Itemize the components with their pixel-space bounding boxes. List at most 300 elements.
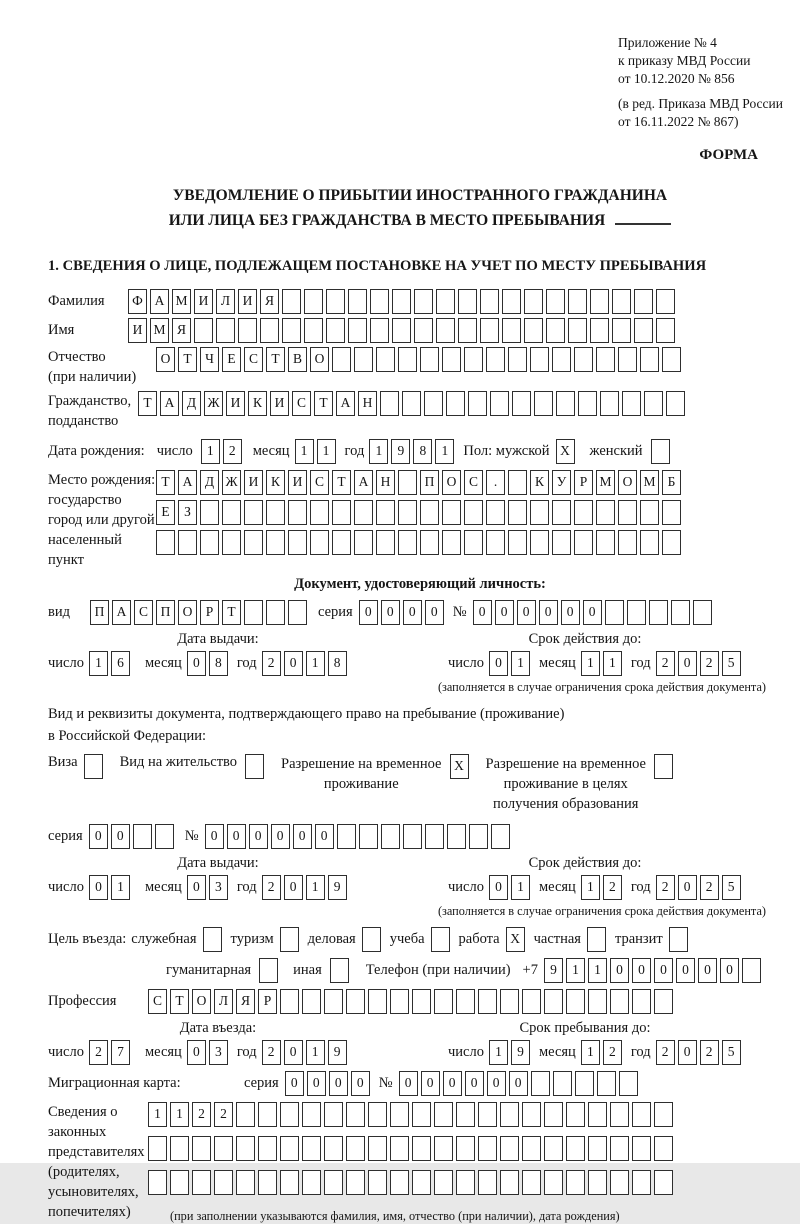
form-cell[interactable] — [398, 530, 417, 555]
form-cell[interactable]: 0 — [473, 600, 492, 625]
form-cell[interactable] — [238, 318, 257, 343]
form-cell[interactable] — [612, 318, 631, 343]
form-cell[interactable] — [530, 530, 549, 555]
form-cell[interactable]: 1 — [603, 651, 622, 676]
form-cell[interactable] — [640, 500, 659, 525]
form-cell[interactable]: Т — [332, 470, 351, 495]
form-cell[interactable]: 1 — [306, 651, 325, 676]
form-cell[interactable] — [390, 1170, 409, 1195]
form-cell[interactable] — [590, 318, 609, 343]
form-cell[interactable]: Л — [216, 289, 235, 314]
form-cell[interactable] — [420, 530, 439, 555]
form-cell[interactable] — [354, 530, 373, 555]
form-cell[interactable] — [304, 318, 323, 343]
form-cell[interactable]: 0 — [381, 600, 400, 625]
form-cell[interactable]: 0 — [315, 824, 334, 849]
form-cell[interactable]: И — [288, 470, 307, 495]
form-cell[interactable] — [531, 1071, 550, 1096]
form-cell[interactable] — [332, 500, 351, 525]
form-cell[interactable]: Т — [170, 989, 189, 1014]
form-cell[interactable]: У — [552, 470, 571, 495]
form-cell[interactable] — [324, 1136, 343, 1161]
form-cell[interactable] — [214, 1170, 233, 1195]
form-cell[interactable] — [556, 391, 575, 416]
form-cell[interactable]: 1 — [581, 1040, 600, 1065]
form-cell[interactable] — [412, 1136, 431, 1161]
form-cell[interactable]: 2 — [700, 875, 719, 900]
form-cell[interactable] — [742, 958, 761, 983]
form-cell[interactable] — [436, 289, 455, 314]
form-cell[interactable] — [362, 927, 381, 952]
valid-year-input[interactable] — [656, 875, 744, 900]
issue-day-input[interactable] — [89, 875, 133, 900]
form-cell[interactable]: 3 — [209, 875, 228, 900]
doc-series-input[interactable] — [359, 600, 447, 625]
form-cell[interactable]: Т — [156, 470, 175, 495]
form-cell[interactable] — [469, 824, 488, 849]
form-cell[interactable] — [468, 391, 487, 416]
citizenship-input[interactable] — [138, 391, 688, 416]
form-cell[interactable] — [324, 989, 343, 1014]
form-cell[interactable] — [436, 318, 455, 343]
form-cell[interactable]: 3 — [209, 1040, 228, 1065]
form-cell[interactable] — [222, 530, 241, 555]
form-cell[interactable] — [610, 1102, 629, 1127]
form-cell[interactable] — [370, 289, 389, 314]
form-cell[interactable] — [553, 1071, 572, 1096]
purpose-official-checkbox[interactable] — [203, 927, 225, 952]
form-cell[interactable] — [280, 1136, 299, 1161]
form-cell[interactable] — [656, 318, 675, 343]
form-cell[interactable]: 0 — [403, 600, 422, 625]
form-cell[interactable] — [619, 1071, 638, 1096]
form-cell[interactable] — [486, 500, 505, 525]
form-cell[interactable] — [456, 1102, 475, 1127]
form-cell[interactable] — [508, 530, 527, 555]
form-cell[interactable]: И — [226, 391, 245, 416]
purpose-business-checkbox[interactable] — [362, 927, 384, 952]
form-cell[interactable] — [392, 318, 411, 343]
form-cell[interactable]: 7 — [111, 1040, 130, 1065]
form-cell[interactable] — [522, 1102, 541, 1127]
purpose-humanitarian-checkbox[interactable] — [259, 958, 281, 983]
form-cell[interactable] — [424, 391, 443, 416]
form-cell[interactable] — [434, 1102, 453, 1127]
form-cell[interactable]: А — [112, 600, 131, 625]
form-cell[interactable]: 0 — [698, 958, 717, 983]
form-cell[interactable] — [376, 530, 395, 555]
mc-number-input[interactable] — [399, 1071, 641, 1096]
form-cell[interactable] — [200, 530, 219, 555]
stay-month-input[interactable] — [581, 1040, 625, 1065]
form-cell[interactable]: 0 — [425, 600, 444, 625]
stay-year-input[interactable] — [656, 1040, 744, 1065]
form-cell[interactable]: С — [134, 600, 153, 625]
form-cell[interactable]: 9 — [544, 958, 563, 983]
form-cell[interactable] — [634, 318, 653, 343]
entry-year-input[interactable] — [262, 1040, 350, 1065]
form-cell[interactable]: 2 — [223, 439, 242, 464]
form-cell[interactable]: 2 — [656, 875, 675, 900]
form-cell[interactable] — [346, 1136, 365, 1161]
form-cell[interactable] — [588, 1136, 607, 1161]
purpose-transit-checkbox[interactable] — [669, 927, 691, 952]
form-cell[interactable] — [398, 470, 417, 495]
form-cell[interactable] — [568, 289, 587, 314]
form-cell[interactable] — [337, 824, 356, 849]
form-cell[interactable] — [310, 530, 329, 555]
form-cell[interactable]: М — [596, 470, 615, 495]
form-cell[interactable]: 1 — [295, 439, 314, 464]
form-cell[interactable] — [522, 989, 541, 1014]
form-cell[interactable] — [654, 1102, 673, 1127]
form-cell[interactable] — [446, 391, 465, 416]
form-cell[interactable]: Т — [222, 600, 241, 625]
form-cell[interactable]: Н — [358, 391, 377, 416]
form-cell[interactable] — [600, 391, 619, 416]
form-cell[interactable] — [381, 824, 400, 849]
form-cell[interactable] — [596, 530, 615, 555]
form-cell[interactable] — [133, 824, 152, 849]
form-cell[interactable]: 0 — [678, 651, 697, 676]
form-cell[interactable] — [640, 530, 659, 555]
form-cell[interactable]: В — [288, 347, 307, 372]
form-cell[interactable] — [546, 289, 565, 314]
purpose-tourism-checkbox[interactable] — [280, 927, 302, 952]
form-cell[interactable] — [376, 500, 395, 525]
form-cell[interactable] — [544, 1102, 563, 1127]
form-cell[interactable]: А — [336, 391, 355, 416]
form-cell[interactable]: 1 — [201, 439, 220, 464]
form-cell[interactable] — [612, 289, 631, 314]
form-cell[interactable] — [622, 391, 641, 416]
form-cell[interactable] — [552, 530, 571, 555]
surname-input[interactable] — [128, 289, 678, 314]
form-cell[interactable] — [244, 500, 263, 525]
form-cell[interactable]: Б — [662, 470, 681, 495]
form-cell[interactable]: Е — [222, 347, 241, 372]
form-cell[interactable]: 1 — [435, 439, 454, 464]
form-cell[interactable] — [260, 318, 279, 343]
stay-day-input[interactable] — [489, 1040, 533, 1065]
form-cell[interactable]: 0 — [284, 875, 303, 900]
entry-month-input[interactable] — [187, 1040, 231, 1065]
form-cell[interactable]: 1 — [588, 958, 607, 983]
form-cell[interactable]: 0 — [678, 875, 697, 900]
form-cell[interactable]: 0 — [487, 1071, 506, 1096]
form-cell[interactable] — [359, 824, 378, 849]
form-cell[interactable]: 0 — [654, 958, 673, 983]
form-cell[interactable]: С — [310, 470, 329, 495]
form-cell[interactable] — [610, 989, 629, 1014]
form-cell[interactable]: 2 — [700, 1040, 719, 1065]
issue-month-input[interactable] — [187, 651, 231, 676]
form-cell[interactable] — [596, 347, 615, 372]
form-cell[interactable]: П — [156, 600, 175, 625]
form-cell[interactable] — [568, 318, 587, 343]
form-cell[interactable]: 0 — [205, 824, 224, 849]
name-input[interactable] — [128, 318, 678, 343]
doc-kind-input[interactable] — [90, 600, 310, 625]
form-cell[interactable] — [464, 530, 483, 555]
form-cell[interactable]: Ф — [128, 289, 147, 314]
form-cell[interactable] — [354, 347, 373, 372]
form-cell[interactable]: Я — [260, 289, 279, 314]
form-cell[interactable]: X — [450, 754, 469, 779]
form-cell[interactable] — [414, 289, 433, 314]
form-cell[interactable]: X — [556, 439, 575, 464]
form-cell[interactable] — [654, 1170, 673, 1195]
form-cell[interactable]: 2 — [603, 875, 622, 900]
form-cell[interactable]: 0 — [509, 1071, 528, 1096]
form-cell[interactable]: О — [156, 347, 175, 372]
form-cell[interactable]: 0 — [329, 1071, 348, 1096]
form-cell[interactable] — [524, 318, 543, 343]
form-cell[interactable]: С — [464, 470, 483, 495]
form-cell[interactable] — [588, 989, 607, 1014]
form-cell[interactable] — [442, 347, 461, 372]
form-cell[interactable] — [478, 1170, 497, 1195]
form-cell[interactable] — [597, 1071, 616, 1096]
form-cell[interactable]: Т — [178, 347, 197, 372]
form-cell[interactable]: 0 — [489, 875, 508, 900]
form-cell[interactable] — [456, 989, 475, 1014]
purpose-private-checkbox[interactable] — [587, 927, 609, 952]
form-cell[interactable] — [596, 500, 615, 525]
form-cell[interactable] — [222, 500, 241, 525]
form-cell[interactable]: 1 — [148, 1102, 167, 1127]
form-cell[interactable] — [148, 1136, 167, 1161]
form-cell[interactable] — [578, 391, 597, 416]
purpose-study-checkbox[interactable] — [431, 927, 453, 952]
form-cell[interactable]: И — [194, 289, 213, 314]
form-cell[interactable]: 0 — [678, 1040, 697, 1065]
valid-month-input[interactable] — [581, 651, 625, 676]
form-cell[interactable]: 0 — [465, 1071, 484, 1096]
form-cell[interactable]: 0 — [489, 651, 508, 676]
form-cell[interactable] — [508, 347, 527, 372]
form-cell[interactable] — [490, 391, 509, 416]
form-cell[interactable]: М — [150, 318, 169, 343]
form-cell[interactable] — [574, 530, 593, 555]
birth-place-line1[interactable] — [156, 470, 684, 495]
form-cell[interactable] — [544, 1136, 563, 1161]
form-cell[interactable]: 0 — [227, 824, 246, 849]
form-cell[interactable]: И — [244, 470, 263, 495]
form-cell[interactable] — [544, 1170, 563, 1195]
form-cell[interactable] — [618, 500, 637, 525]
form-cell[interactable] — [236, 1136, 255, 1161]
form-cell[interactable] — [368, 1136, 387, 1161]
form-cell[interactable] — [502, 289, 521, 314]
form-cell[interactable]: 0 — [187, 875, 206, 900]
form-cell[interactable] — [478, 1102, 497, 1127]
form-cell[interactable]: 1 — [581, 651, 600, 676]
form-cell[interactable] — [610, 1136, 629, 1161]
issue-year-input[interactable] — [262, 875, 350, 900]
form-cell[interactable]: 0 — [111, 824, 130, 849]
edu-permit-checkbox[interactable] — [654, 754, 676, 779]
form-cell[interactable] — [590, 289, 609, 314]
form-cell[interactable] — [662, 347, 681, 372]
form-cell[interactable]: М — [640, 470, 659, 495]
birth-place-line2[interactable] — [156, 500, 684, 525]
form-cell[interactable] — [200, 500, 219, 525]
form-cell[interactable] — [500, 1102, 519, 1127]
form-cell[interactable] — [258, 1170, 277, 1195]
form-cell[interactable] — [552, 347, 571, 372]
form-cell[interactable] — [458, 289, 477, 314]
representatives-line1[interactable] — [148, 1102, 676, 1127]
form-cell[interactable] — [398, 347, 417, 372]
form-cell[interactable] — [666, 391, 685, 416]
form-cell[interactable] — [502, 318, 521, 343]
form-cell[interactable] — [412, 1170, 431, 1195]
form-cell[interactable] — [500, 989, 519, 1014]
form-cell[interactable] — [368, 1102, 387, 1127]
form-cell[interactable] — [530, 347, 549, 372]
form-cell[interactable] — [288, 500, 307, 525]
temp-permit-checkbox[interactable] — [450, 754, 472, 779]
form-cell[interactable] — [330, 958, 349, 983]
form-cell[interactable] — [346, 989, 365, 1014]
form-cell[interactable]: Т — [314, 391, 333, 416]
form-cell[interactable]: Р — [258, 989, 277, 1014]
form-cell[interactable] — [632, 1170, 651, 1195]
form-cell[interactable]: 0 — [271, 824, 290, 849]
form-cell[interactable]: . — [486, 470, 505, 495]
form-cell[interactable] — [258, 1102, 277, 1127]
form-cell[interactable]: Ч — [200, 347, 219, 372]
form-cell[interactable] — [244, 530, 263, 555]
form-cell[interactable]: 0 — [187, 651, 206, 676]
form-cell[interactable]: М — [172, 289, 191, 314]
form-cell[interactable] — [544, 989, 563, 1014]
form-cell[interactable]: К — [248, 391, 267, 416]
form-cell[interactable] — [491, 824, 510, 849]
form-cell[interactable] — [420, 347, 439, 372]
form-cell[interactable]: 0 — [284, 651, 303, 676]
form-cell[interactable]: 0 — [359, 600, 378, 625]
residence-series-input[interactable] — [89, 824, 177, 849]
purpose-work-checkbox[interactable] — [506, 927, 528, 952]
form-cell[interactable] — [245, 754, 264, 779]
form-cell[interactable] — [610, 1170, 629, 1195]
form-cell[interactable] — [178, 530, 197, 555]
form-cell[interactable] — [310, 500, 329, 525]
form-cell[interactable] — [566, 1136, 585, 1161]
form-cell[interactable] — [627, 600, 646, 625]
form-cell[interactable]: А — [354, 470, 373, 495]
form-cell[interactable] — [236, 1170, 255, 1195]
form-cell[interactable] — [605, 600, 624, 625]
form-cell[interactable] — [478, 1136, 497, 1161]
form-cell[interactable] — [478, 989, 497, 1014]
form-cell[interactable] — [203, 927, 222, 952]
form-cell[interactable]: X — [506, 927, 525, 952]
form-cell[interactable]: О — [618, 470, 637, 495]
form-cell[interactable] — [170, 1170, 189, 1195]
form-cell[interactable]: 0 — [421, 1071, 440, 1096]
birth-day-input[interactable] — [201, 439, 245, 464]
visa-checkbox[interactable] — [84, 754, 106, 779]
form-cell[interactable] — [266, 530, 285, 555]
form-cell[interactable]: 0 — [187, 1040, 206, 1065]
form-cell[interactable]: 2 — [192, 1102, 211, 1127]
form-cell[interactable]: 0 — [293, 824, 312, 849]
form-cell[interactable] — [258, 1136, 277, 1161]
valid-day-input[interactable] — [489, 651, 533, 676]
form-cell[interactable] — [651, 439, 670, 464]
form-cell[interactable] — [456, 1170, 475, 1195]
form-cell[interactable]: 2 — [603, 1040, 622, 1065]
form-cell[interactable] — [282, 289, 301, 314]
form-cell[interactable] — [434, 1170, 453, 1195]
phone-input[interactable] — [544, 958, 764, 983]
valid-day-input[interactable] — [489, 875, 533, 900]
form-cell[interactable] — [326, 289, 345, 314]
form-cell[interactable]: 8 — [209, 651, 228, 676]
form-cell[interactable] — [236, 1102, 255, 1127]
form-cell[interactable]: Н — [376, 470, 395, 495]
form-cell[interactable]: 0 — [583, 600, 602, 625]
form-cell[interactable]: 2 — [262, 1040, 281, 1065]
form-cell[interactable] — [434, 989, 453, 1014]
form-cell[interactable] — [508, 500, 527, 525]
form-cell[interactable] — [649, 600, 668, 625]
form-cell[interactable] — [566, 989, 585, 1014]
form-cell[interactable]: 2 — [656, 651, 675, 676]
form-cell[interactable] — [170, 1136, 189, 1161]
form-cell[interactable] — [656, 289, 675, 314]
form-cell[interactable]: 0 — [399, 1071, 418, 1096]
form-cell[interactable]: Р — [200, 600, 219, 625]
form-cell[interactable] — [486, 530, 505, 555]
form-cell[interactable]: 8 — [413, 439, 432, 464]
form-cell[interactable]: 1 — [489, 1040, 508, 1065]
profession-input[interactable] — [148, 989, 676, 1014]
form-cell[interactable]: 0 — [307, 1071, 326, 1096]
form-cell[interactable]: 0 — [443, 1071, 462, 1096]
form-cell[interactable] — [326, 318, 345, 343]
form-cell[interactable]: 2 — [262, 875, 281, 900]
form-cell[interactable] — [368, 1170, 387, 1195]
form-cell[interactable] — [302, 1136, 321, 1161]
form-cell[interactable] — [302, 1102, 321, 1127]
form-cell[interactable]: Я — [172, 318, 191, 343]
form-cell[interactable] — [148, 1170, 167, 1195]
form-cell[interactable]: 1 — [511, 651, 530, 676]
form-cell[interactable] — [693, 600, 712, 625]
form-cell[interactable]: 1 — [306, 875, 325, 900]
form-cell[interactable] — [486, 347, 505, 372]
form-cell[interactable]: 1 — [306, 1040, 325, 1065]
form-cell[interactable] — [282, 318, 301, 343]
form-cell[interactable]: И — [238, 289, 257, 314]
form-cell[interactable]: 1 — [170, 1102, 189, 1127]
form-cell[interactable] — [574, 500, 593, 525]
form-cell[interactable]: О — [442, 470, 461, 495]
birth-month-input[interactable] — [295, 439, 339, 464]
residence-number-input[interactable] — [205, 824, 513, 849]
form-cell[interactable] — [566, 1102, 585, 1127]
form-cell[interactable] — [403, 824, 422, 849]
form-cell[interactable] — [288, 600, 307, 625]
form-cell[interactable]: И — [270, 391, 289, 416]
form-cell[interactable]: О — [192, 989, 211, 1014]
form-cell[interactable] — [156, 530, 175, 555]
form-cell[interactable] — [618, 530, 637, 555]
